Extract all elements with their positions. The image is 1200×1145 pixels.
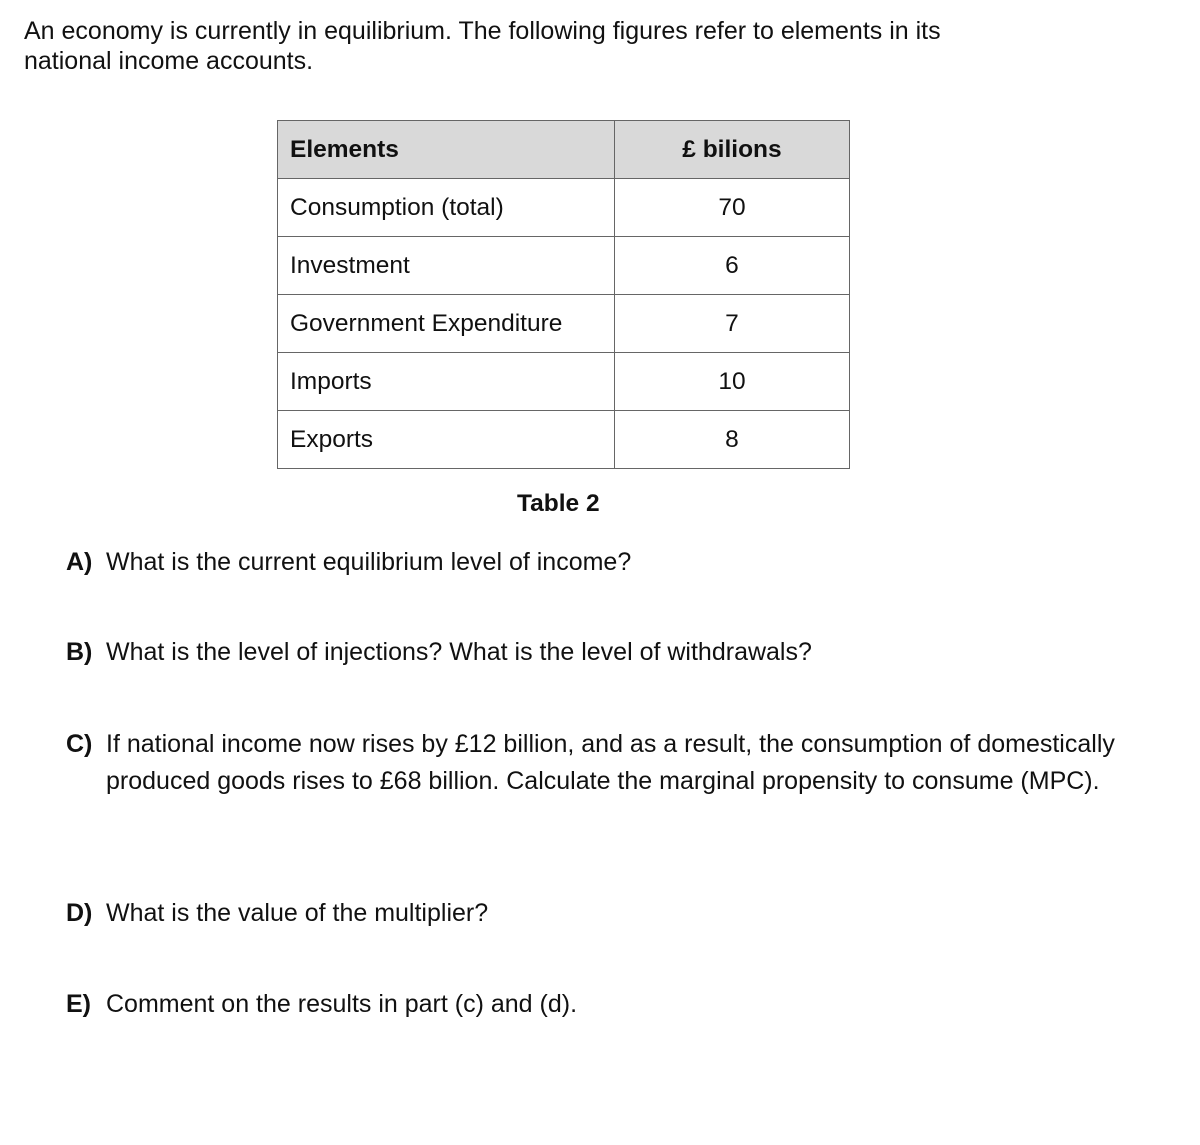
question-text: If national income now rises by £12 billion, and as a result, the consumption of domestically produced goods rises to £68 billion. Calculate the marginal propensity to consume (MPC).: [106, 730, 1115, 795]
question-letter: E): [66, 990, 91, 1018]
question-b: [66, 634, 1146, 671]
table-caption: Table 2: [517, 490, 600, 517]
national-income-table: [277, 120, 850, 469]
intro-line-1: An economy is currently in equilibrium. The following figures refer to elements in its: [24, 17, 941, 45]
question-a: [66, 544, 1146, 581]
question-e: [66, 986, 1146, 1023]
question-c: [66, 726, 1146, 800]
header-value: £ bilions: [614, 121, 849, 179]
question-text: What is the value of the multiplier?: [106, 899, 489, 927]
row-value: 8: [614, 411, 849, 469]
table-row: [278, 353, 850, 411]
question-text: What is the current equilibrium level of income?: [106, 548, 632, 576]
table-row: [278, 411, 850, 469]
question-letter: A): [66, 548, 93, 576]
row-element-label: Exports: [278, 411, 615, 469]
row-element-label: Government Expenditure: [278, 295, 615, 353]
table-row: [278, 237, 850, 295]
row-value: 70: [614, 179, 849, 237]
row-element-label: Imports: [278, 353, 615, 411]
question-letter: D): [66, 899, 93, 927]
intro-line-2: national income accounts.: [24, 47, 314, 75]
row-value: 7: [614, 295, 849, 353]
question-letter: C): [66, 730, 93, 758]
row-value: 6: [614, 237, 849, 295]
table-row: [278, 179, 850, 237]
table-header-row: [278, 121, 850, 179]
row-value: 10: [614, 353, 849, 411]
row-element-label: Consumption (total): [278, 179, 615, 237]
table-row: [278, 295, 850, 353]
question-d: [66, 895, 1146, 932]
question-text: Comment on the results in part (c) and (d).: [106, 990, 578, 1018]
question-letter: B): [66, 638, 93, 666]
row-element-label: Investment: [278, 237, 615, 295]
intro-paragraph: [24, 16, 1124, 76]
header-elements: Elements: [278, 121, 615, 179]
question-text: What is the level of injections? What is the level of withdrawals?: [106, 638, 812, 666]
